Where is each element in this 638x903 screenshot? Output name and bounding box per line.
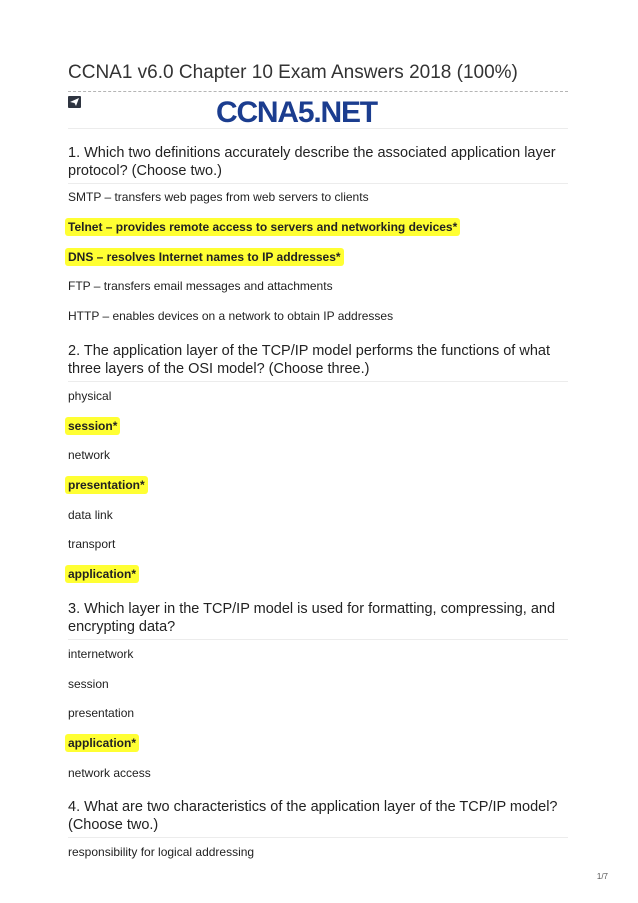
question-3: 3. Which layer in the TCP/IP model is used for formatting, compressing, and encrypting data? [68, 601, 556, 635]
answer-option: HTTP – enables devices on a network to obtain IP addresses [68, 309, 394, 323]
answer-option: data link [68, 508, 113, 522]
divider [68, 128, 568, 129]
answer-option: responsibility for logical addressing [68, 845, 255, 859]
correct-answer-option: application* [65, 734, 139, 752]
divider [68, 183, 568, 184]
correct-answer-option: Telnet – provides remote access to servers and networking devices* [65, 218, 460, 236]
answer-option: session [68, 677, 109, 691]
question-4: 4. What are two characteristics of the application layer of the TCP/IP model? (Choose two.) [68, 799, 558, 833]
correct-answer-option: presentation* [65, 476, 148, 494]
answer-option: SMTP – transfers web pages from web servers to clients [68, 190, 369, 204]
answer-option: network access [68, 766, 151, 780]
divider [68, 837, 568, 838]
title-divider [68, 91, 568, 92]
divider [68, 381, 568, 382]
share-icon[interactable] [68, 96, 81, 108]
correct-answer-option: DNS – resolves Internet names to IP addresses* [65, 248, 344, 266]
correct-answer-option: application* [65, 565, 139, 583]
question-2: 2. The application layer of the TCP/IP model performs the functions of what three layers of the OSI model? (Choose three.) [68, 343, 550, 377]
answer-option: physical [68, 389, 112, 403]
answer-option: presentation [68, 706, 135, 720]
correct-answer-option: session* [65, 417, 120, 435]
answer-option: network [68, 448, 111, 462]
answer-option: internetwork [68, 647, 134, 661]
site-logo: CCNA5.NET [216, 96, 377, 129]
question-1: 1. Which two definitions accurately describe the associated application layer protocol? (Choose two.) [68, 145, 556, 179]
page-title: CCNA1 v6.0 Chapter 10 Exam Answers 2018 (100%) [68, 62, 518, 83]
answer-option: FTP – transfers email messages and attachments [68, 279, 333, 293]
page-number: 1/7 [596, 872, 608, 881]
answer-option: transport [68, 537, 116, 551]
divider [68, 639, 568, 640]
